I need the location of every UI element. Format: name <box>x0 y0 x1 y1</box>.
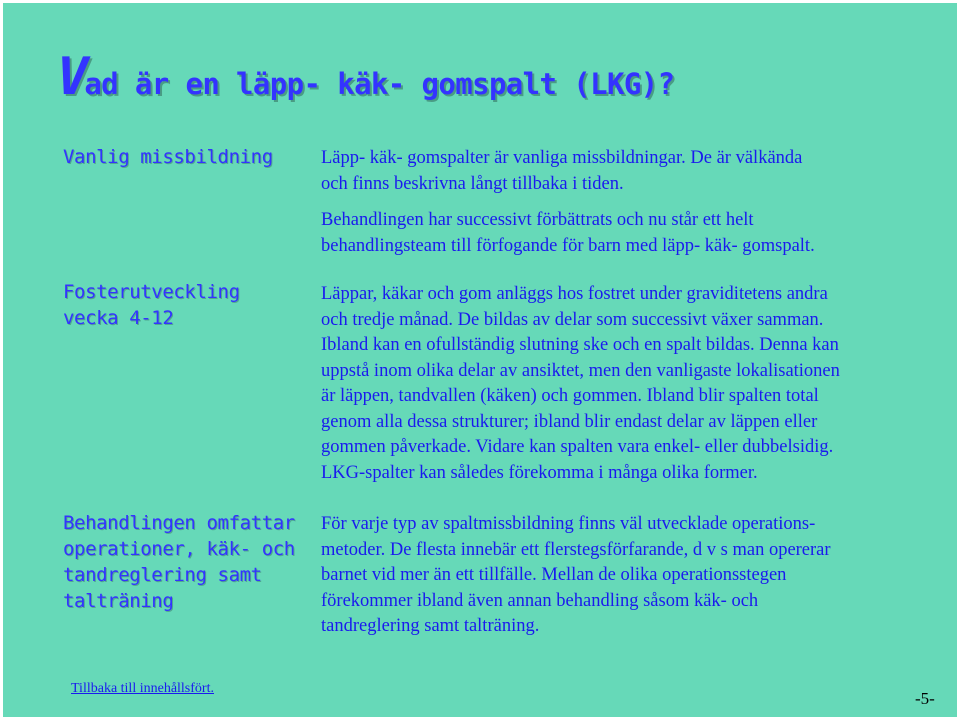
paragraph-line: genom alla dessa strukturer; ibland blir endast delar av läppen eller <box>321 411 818 432</box>
back-to-contents-link[interactable]: Tillbaka till innehållsfört. <box>71 681 214 696</box>
paragraph-line: Läppar, käkar och gom anläggs hos fostret under graviditetens andra <box>321 284 828 304</box>
page-number: -5- <box>915 689 935 708</box>
paragraph-line: metoder. De flesta innebär ett flerstegsförfarande, d v s man opererar <box>321 539 831 560</box>
paragraph-line: behandlingsteam till förfogande för barn med läpp- käk- gomspalt. <box>321 235 815 256</box>
paragraph-line: Behandlingen har successivt förbättrats och nu står ett helt <box>321 210 754 230</box>
paragraph-line: tandreglering samt talträning. <box>321 616 540 636</box>
paragraph-intro <box>321 146 941 197</box>
paragraph-line: förekommer ibland även annan behandling såsom käk- och <box>321 590 759 611</box>
sidebar-heading-line: talträning <box>63 590 174 612</box>
sidebar-heading-line: Behandlingen omfattar <box>63 512 295 534</box>
page-title <box>57 47 674 107</box>
paragraph-line: Läpp- käk- gomspalter är vanliga missbildningar. De är välkända <box>321 148 803 168</box>
sidebar-heading-treatment <box>63 510 295 614</box>
title-initial: V <box>57 47 85 107</box>
paragraph-line: är läppen, tandvallen (käken) och gommen. Ibland blir spalten total <box>321 386 819 406</box>
sidebar-heading-fetal-development <box>63 279 240 331</box>
paragraph-line: uppstå inom olika delar av ansiktet, men den vanligaste lokalisationen <box>321 360 840 381</box>
paragraph-line: gommen påverkade. Vidare kan spalten vara enkel- eller dubbelsidig. <box>321 437 834 457</box>
sidebar-heading-line: vecka 4-12 <box>63 307 174 329</box>
paragraph-line: och tredje månad. De bildas av delar som successivt växer samman. <box>321 309 824 330</box>
paragraph-operations <box>321 512 941 640</box>
paragraph-line: Ibland kan en ofullständig slutning ske och en spalt bildas. Denna kan <box>321 335 839 355</box>
paragraph-line: barnet vid mer än ett tillfälle. Mellan de olika operationsstegen <box>321 565 787 585</box>
paragraph-line: och finns beskrivna långt tillbaka i tiden. <box>321 173 624 194</box>
paragraph-development <box>321 282 941 486</box>
paragraph-treatment-team <box>321 208 941 259</box>
sidebar-heading-line: operationer, käk- och <box>63 538 295 560</box>
sidebar-heading-line: Vanlig missbildning <box>63 146 273 168</box>
sidebar-heading-line: tandreglering samt <box>63 564 262 586</box>
sidebar-heading-common-malformation <box>63 144 273 170</box>
sidebar-heading-line: Fosterutveckling <box>63 281 240 303</box>
slide <box>3 3 957 717</box>
title-text: ad är en läpp- käk- gomspalt (LKG)? <box>84 67 675 101</box>
paragraph-line: LKG-spalter kan således förekomma i många olika former. <box>321 462 758 483</box>
paragraph-line: För varje typ av spaltmissbildning finns väl utvecklade operations- <box>321 514 816 534</box>
